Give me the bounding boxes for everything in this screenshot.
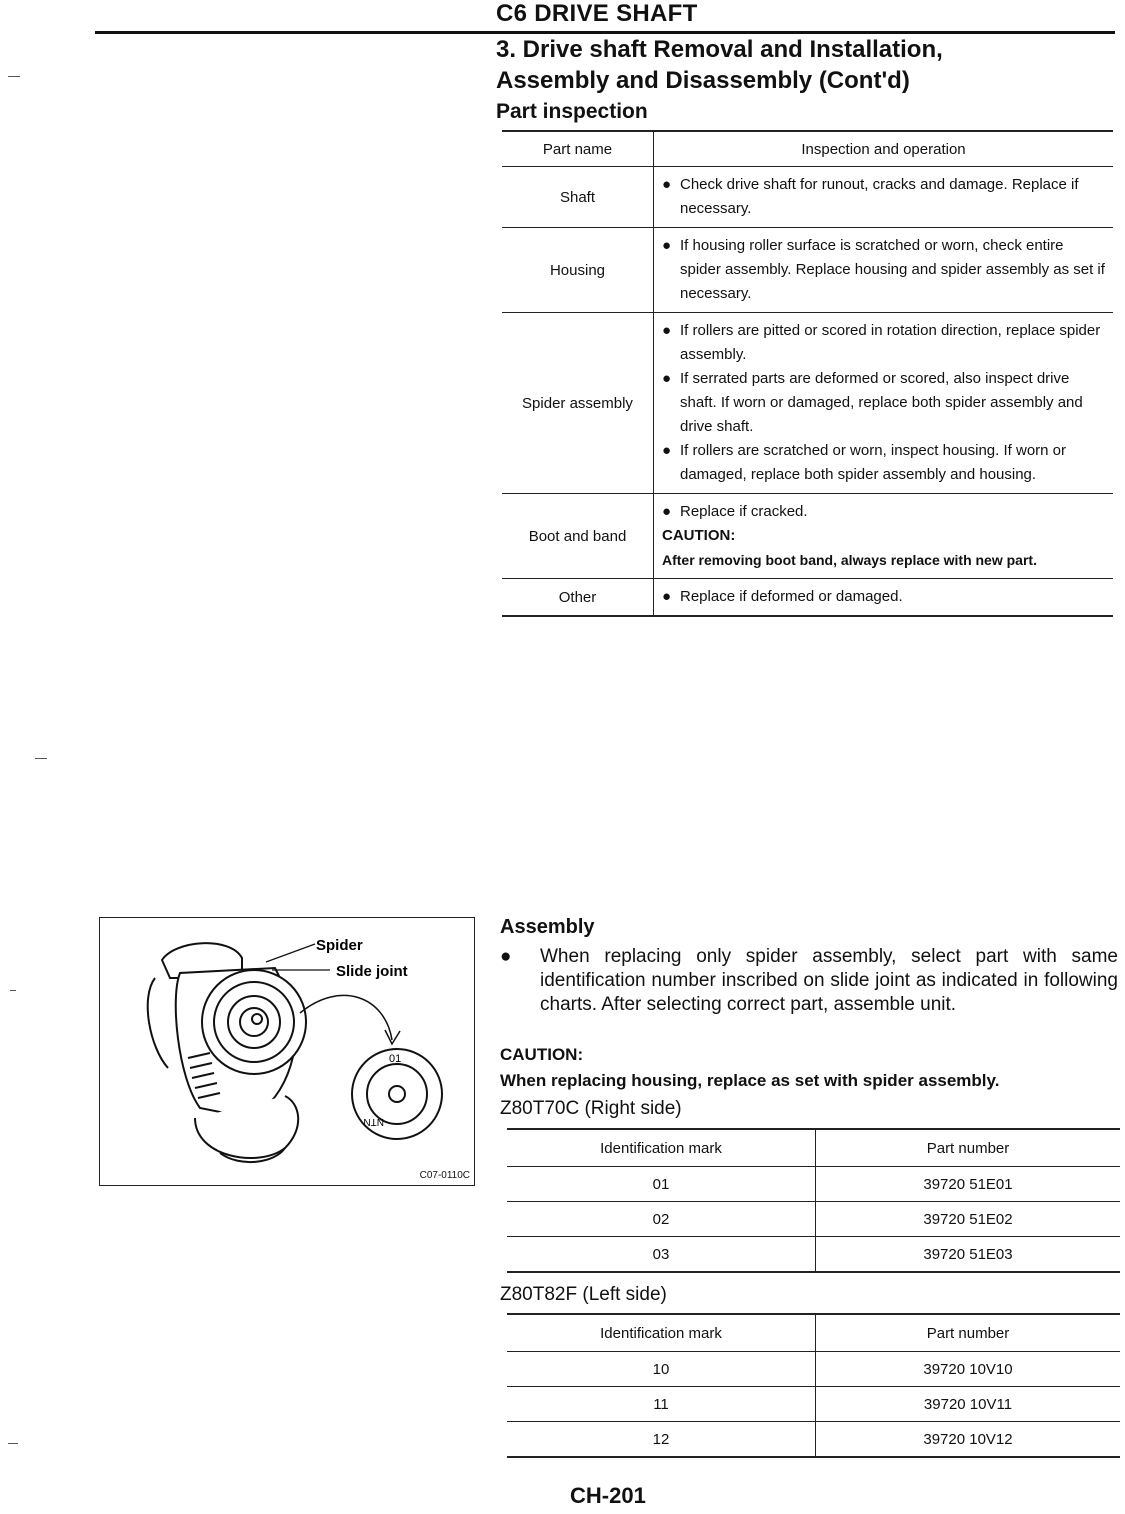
column-header-mark: Identification mark [507, 1129, 816, 1167]
table-row: 12 39720 10V12 [507, 1422, 1120, 1458]
list-item: ● If serrated parts are deformed or scored, also inspect drive shaft. If worn or damaged, replace both spider assembly and drive shaft. [662, 367, 1107, 439]
list-item: ● If housing roller surface is scratched or worn, check entire spider assembly. Replace housing and spider assembly as set if necessary. [662, 234, 1107, 306]
bullet-icon: ● [662, 503, 672, 520]
part-name: Boot and band [502, 494, 654, 579]
table-row: 01 39720 51E01 [507, 1167, 1120, 1202]
caution-text: After removing boot band, always replace with new part. [662, 552, 1037, 568]
title-line-1: 3. Drive shaft Removal and Installation, [496, 36, 943, 63]
table-row [502, 579, 1113, 617]
margin-mark [10, 990, 16, 991]
table-row [502, 313, 1113, 494]
margin-mark [8, 1443, 18, 1444]
figure-code: C07-0110C [419, 1170, 470, 1181]
table-row [502, 228, 1113, 313]
drive-shaft-joint-illustration [100, 918, 474, 1185]
identification-table-left [507, 1313, 1120, 1458]
column-header-part-name: Part name [502, 131, 654, 167]
table-row: 11 39720 10V11 [507, 1387, 1120, 1422]
bullet-icon: ● [662, 442, 672, 459]
document-title [496, 34, 943, 96]
table-label-left-side: Z80T82F (Left side) [500, 1284, 667, 1305]
column-header-part-number: Part number [816, 1129, 1121, 1167]
assembly-instruction-text: When replacing only spider assembly, select part with same identification number inscribed on slide joint as indicated in following charts. After selecting correct part, assemble unit. [540, 946, 1118, 1015]
table-row [502, 167, 1113, 228]
margin-mark [8, 76, 20, 77]
column-header-mark: Identification mark [507, 1314, 816, 1352]
section-header: C6 DRIVE SHAFT [496, 0, 698, 27]
part-name: Other [502, 579, 654, 617]
part-inspection-table [502, 130, 1113, 617]
part-name: Housing [502, 228, 654, 313]
bullet-icon: ● [662, 176, 672, 193]
mark-01: 01 [389, 1053, 402, 1065]
assembly-caution-text: When replacing housing, replace as set with spider assembly. [500, 1071, 1000, 1090]
table-row: 03 39720 51E03 [507, 1237, 1120, 1273]
assembly-caution-label: CAUTION: [500, 1045, 584, 1064]
label-spider: Spider [316, 937, 363, 954]
column-header-part-number: Part number [816, 1314, 1121, 1352]
label-slide-joint: Slide joint [336, 963, 408, 980]
identification-table-right [507, 1128, 1120, 1273]
part-inspection-heading: Part inspection [496, 100, 648, 123]
page-number: CH-201 [570, 1483, 646, 1508]
title-line-2: Assembly and Disassembly (Cont'd) [496, 67, 910, 94]
spider-slide-joint-figure [99, 917, 475, 1186]
bullet-icon: ● [662, 322, 672, 339]
list-item: ● If rollers are scratched or worn, inspect housing. If worn or damaged, replace both spider assembly and housing. [662, 439, 1107, 487]
list-item: ● If rollers are pitted or scored in rotation direction, replace spider assembly. [662, 319, 1107, 367]
list-item: ● Replace if deformed or damaged. [662, 585, 1107, 609]
assembly-instruction [500, 945, 1118, 1017]
list-item: ● Check drive shaft for runout, cracks and damage. Replace if necessary. [662, 173, 1107, 221]
column-header-inspection: Inspection and operation [654, 131, 1114, 167]
bullet-icon: ● [662, 237, 672, 254]
list-item: ● Replace if cracked. [662, 500, 1107, 524]
table-label-right-side: Z80T70C (Right side) [500, 1098, 682, 1119]
assembly-heading: Assembly [500, 916, 595, 938]
part-name: Shaft [502, 167, 654, 228]
table-row [502, 494, 1113, 579]
part-name: Spider assembly [502, 313, 654, 494]
mark-ntn: NTN [363, 1116, 384, 1127]
bullet-icon: ● [662, 370, 672, 387]
table-row: 02 39720 51E02 [507, 1202, 1120, 1237]
bullet-icon: ● [500, 946, 512, 967]
caution-label: CAUTION: [662, 527, 736, 544]
bullet-icon: ● [662, 588, 672, 605]
margin-mark [35, 758, 47, 759]
table-row: 10 39720 10V10 [507, 1352, 1120, 1387]
